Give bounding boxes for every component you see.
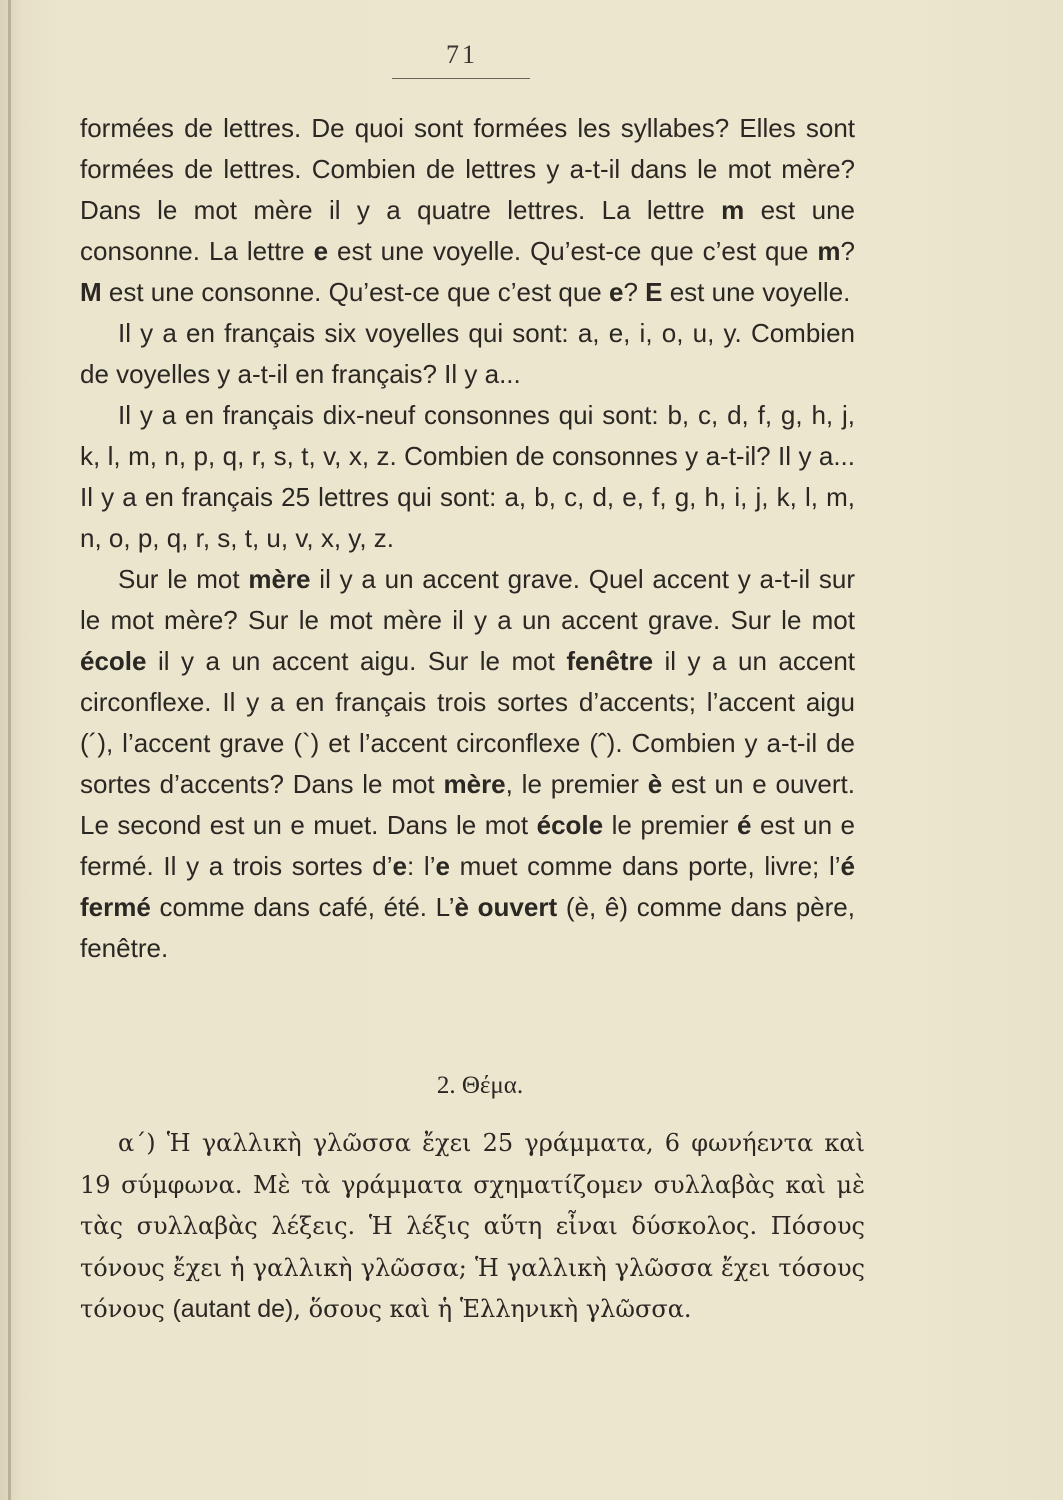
text-run: il y a un accent aigu. Sur le mot bbox=[146, 646, 567, 676]
text-run: il y a un accent circonflexe. Il y a en français trois sortes d’accents; l’accent aigu (´), l’accent grave (`) et l’accent circonflexe (ˆ). Combien y a-t-il de sortes d’accents? Dans le mot bbox=[80, 646, 855, 799]
text-run: , ὅσους καὶ ἡ Ἑλληνικὴ γλῶσσα. bbox=[293, 1295, 692, 1323]
page-binding-edge bbox=[8, 0, 11, 1500]
text-run: le premier bbox=[603, 810, 737, 840]
text-run: Sur le mot bbox=[118, 564, 249, 594]
text-run: est un e fermé. Il y a trois sortes d’ bbox=[80, 810, 856, 881]
bold-letter-m: m bbox=[721, 195, 745, 225]
text-run: comme dans café, été. L’ bbox=[150, 892, 455, 922]
bold-letter-e-grave: è bbox=[647, 769, 663, 799]
bold-letter-e: e bbox=[392, 851, 407, 881]
paragraph-greek-exercise bbox=[80, 1123, 865, 1331]
paragraph-accents bbox=[80, 559, 855, 969]
bold-letter-e: e bbox=[313, 236, 329, 266]
bold-letter-e: e bbox=[435, 851, 450, 881]
bold-word-mere: mère bbox=[248, 564, 311, 594]
text-run: : l’ bbox=[407, 851, 436, 881]
bold-word-mere: mère bbox=[443, 769, 506, 799]
text-run: formées de lettres. De quoi sont formées les syllabes? Elles sont formées de lettres. Combien de lettres y a-t-il dans le mot mère? Dans le mot mère il y a quatre lettres. La lettre bbox=[80, 113, 855, 225]
paragraph-syllables-letters bbox=[80, 108, 855, 313]
text-run: α΄) Ἡ γαλλικὴ γλῶσσα ἔχει 25 γράμματα, 6 φωνήεντα καὶ 19 σύμφωνα. Μὲ τὰ γράμματα σχηματίζομεν συλλαβὰς καὶ μὲ τὰς συλλαβὰς λέξεις. Ἡ λέξις αὕτη εἶναι δύσκολος. Πόσους τόνους ἔχει ἡ γαλλικὴ γλῶσσα; Ἡ γαλλικὴ γλῶσσα ἔχει τόσους τόνους bbox=[80, 1129, 865, 1323]
bold-e-ferme: é fermé bbox=[80, 851, 855, 922]
bold-letter-M: M bbox=[80, 277, 102, 307]
text-run: est une voyelle. bbox=[662, 277, 851, 307]
text-run: il y a un accent grave. Quel accent y a-t-il sur le mot mère? Sur le mot mère il y a un accent grave. Sur le mot bbox=[80, 564, 855, 635]
french-gloss: (autant de) bbox=[172, 1295, 294, 1323]
page-number: 71 bbox=[446, 40, 478, 69]
text-run: muet comme dans porte, livre; l’ bbox=[449, 851, 841, 881]
bold-letter-e-acute: é bbox=[736, 810, 752, 840]
bold-letter-e: e bbox=[609, 277, 624, 307]
text-run: , le premier bbox=[505, 769, 648, 799]
section-heading-thema: 2. Θέμα. bbox=[436, 1072, 524, 1099]
text-run: est une consonne. Qu’est-ce que c’est que bbox=[101, 277, 609, 307]
text-run: ? bbox=[840, 236, 855, 266]
bold-word-ouvert: ouvert bbox=[477, 892, 558, 922]
bold-letter-E: E bbox=[645, 277, 663, 307]
text-run: est une voyelle. Qu’est-ce que c’est que bbox=[328, 236, 818, 266]
bold-letter-e-grave: è bbox=[454, 892, 469, 922]
french-lesson-text bbox=[80, 108, 855, 969]
paragraph-consonants: Il y a en français dix-neuf consonnes qui sont: b, c, d, f, g, h, j, k, l, m, n, p, q, r, s, t, v, x, z. Combien de consonnes y a-t-il? Il y a... Il y a en français 25 lettres qui sont: a, b, c, d, e, f, g, h, i, j, k, l, m, n, o, p, q, r, s, t, u, v, x, y, z. bbox=[80, 400, 855, 553]
text-run: est un e ouvert. Le second est un e muet. Dans le mot bbox=[80, 769, 856, 840]
text-run bbox=[469, 892, 478, 922]
bold-letter-m: m bbox=[817, 236, 841, 266]
text-run: ? bbox=[623, 277, 646, 307]
paragraph-vowels: Il y a en français six voyelles qui sont: a, e, i, o, u, y. Combien de voyelles y a-t-il en français? Il y a... bbox=[80, 318, 855, 389]
text-run: (è, ê) comme dans père, fenêtre. bbox=[80, 892, 855, 963]
greek-exercise-text bbox=[80, 1123, 865, 1331]
text-run: est une consonne. La lettre bbox=[80, 195, 856, 266]
bold-word-fenetre: fenêtre bbox=[566, 646, 654, 676]
page-number-rule bbox=[392, 78, 530, 79]
bold-word-ecole: école bbox=[536, 810, 604, 840]
bold-word-ecole: école bbox=[80, 646, 147, 676]
